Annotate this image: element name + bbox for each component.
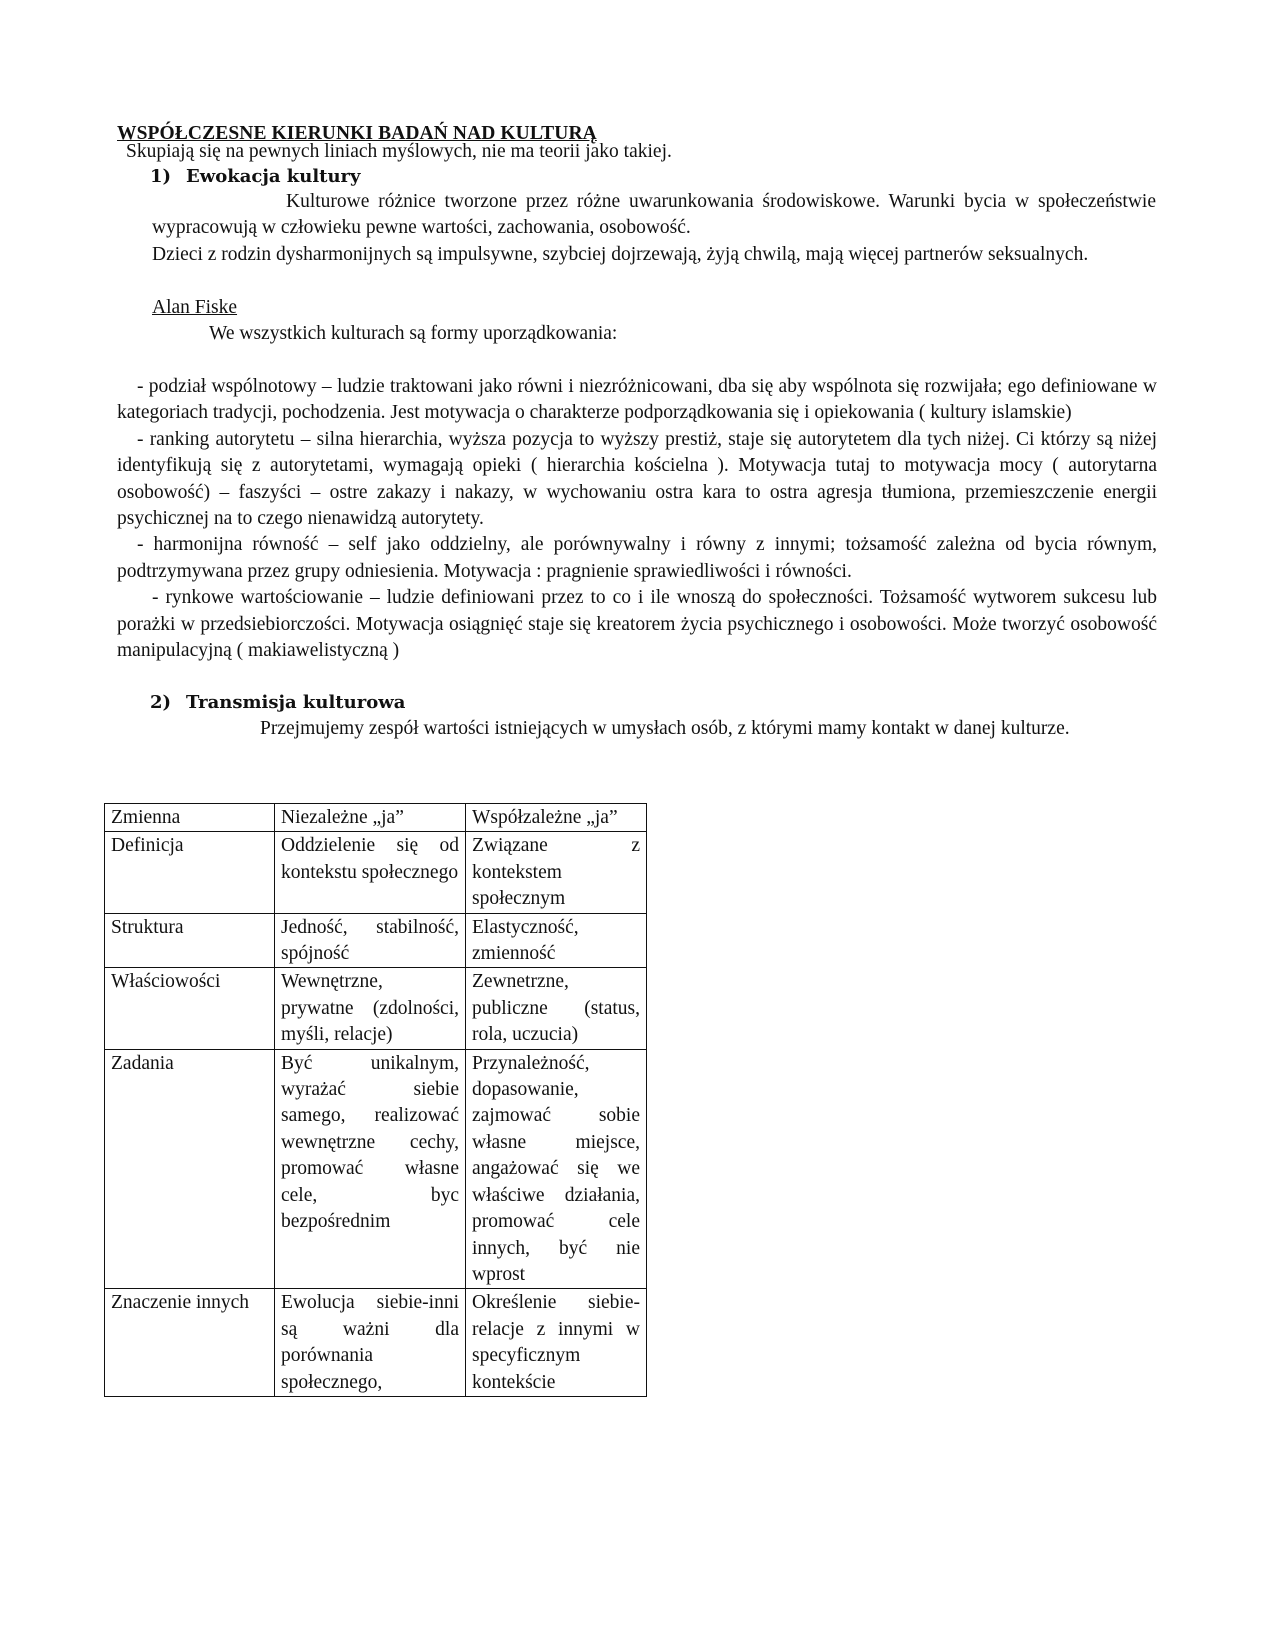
intro-paragraph	[126, 139, 1166, 165]
list-item: - harmonijna równość – self jako oddzielny, ale porównywalny i równy z innymi; tożsamość zależna od bycia równym, podtrzymywana przez grupy odniesienia. Motywacja : pragnienie sprawiedliwości i równości.	[117, 534, 1157, 582]
table-cell: Ewolucja siebie-inni są ważni dla porównania społecznego,	[275, 1289, 466, 1397]
table-cell: Przynależność, dopasowanie, zajmować sobie własne miejsce, angażować się we właściwe działania, promować cele innych, być nie wprost	[466, 1049, 647, 1289]
list-item: - podział wspólnotowy – ludzie traktowani jako równi i niezróżnicowani, dba się aby wspólnota się rozwijała; ego definiowane w kategoriach tradycji, pochodzenia. Jest motywacja o charakterze podporządkowania się i opiekowania ( kultury islamskie)	[117, 376, 1157, 424]
table-cell: Jedność, stabilność, spójność	[275, 913, 466, 968]
section-1-heading	[150, 164, 1150, 190]
table-cell: Znaczenie innych	[105, 1289, 275, 1397]
document-title: WSPÓŁCZESNE KIERUNKI BADAŃ NAD KULTURĄ	[117, 123, 597, 144]
table-cell: Struktura	[105, 913, 275, 968]
section-1-paragraph-1: Kulturowe różnice tworzone przez różne uwarunkowania środowiskowe. Warunki bycia w społeczeństwie wypracowują w człowieku pewne wartości, zachowania, osobowość.	[152, 191, 1156, 239]
list-item: - rynkowe wartościowanie – ludzie definiowani przez to co i ile wnoszą do społeczności. Tożsamość wytworem sukcesu lub porażki w przedsiebiorczości. Motywacja osiągnięć staje się kreatorem życia psychicznego i osobowości. Może tworzyć osobowość manipulacyjną ( makiawelistyczną )	[117, 587, 1157, 662]
table-row	[105, 913, 647, 968]
table-row	[105, 832, 647, 913]
table-cell: Oddzielenie się od kontekstu społecznego	[275, 832, 466, 913]
table-cell: Zewnetrzne, publiczne (status, rola, uczucia)	[466, 968, 647, 1049]
section-1-number: 1)	[150, 166, 172, 187]
table-header-row	[105, 804, 647, 832]
table-row	[105, 1289, 647, 1397]
table-cell: Definicja	[105, 832, 275, 913]
table-header-cell: Zmienna	[105, 804, 275, 832]
section-1-title: Ewokacja kultury	[186, 166, 361, 187]
table-row	[105, 1049, 647, 1289]
author-name: Alan Fiske	[152, 296, 238, 318]
table-cell: Wewnętrzne, prywatne (zdolności, myśli, relacje)	[275, 968, 466, 1049]
forms-lead: We wszystkich kulturach są formy uporządkowania:	[209, 323, 618, 345]
table-cell: Związane z kontekstem społecznym	[466, 832, 647, 913]
table-row	[105, 968, 647, 1049]
section-2-title: Transmisja kulturowa	[186, 692, 406, 713]
intro-text: Skupiają się na pewnych liniach myślowych, nie ma teorii jako takiej.	[126, 141, 672, 162]
table-header-cell: Niezależne „ja”	[275, 804, 466, 832]
section-1-paragraph-2: Dzieci z rodzin dysharmonijnych są impulsywne, szybciej dojrzewają, żyją chwilą, mają więcej partnerów seksualnych.	[152, 243, 1089, 265]
self-comparison-table	[104, 803, 647, 1397]
section-2-body	[117, 716, 1157, 742]
section-1-body	[152, 189, 1156, 347]
table-cell: Właściowości	[105, 968, 275, 1049]
table-cell: Określenie siebie-relacje z innymi w specyficznym kontekście	[466, 1289, 647, 1397]
list-item: - ranking autorytetu – silna hierarchia, wyższa pozycja to wyższy prestiż, staje się autorytetem dla tych niżej. Ci którzy są niżej identyfikują się z autorytetami, wymagają opieki ( hierarchia kościelna ). Motywacja tutaj to motywacja mocy ( autorytarna osobowość) – faszyści – ostre zakazy i nakazy, w wychowaniu ostra kara to ostra agresja tłumiona, przemieszczenie energii psychicznej na to czego nienawidzą autorytety.	[117, 428, 1157, 530]
table-cell: Być unikalnym, wyrażać siebie samego, realizować wewnętrzne cechy, promować własne cele, byc bezpośrednim	[275, 1049, 466, 1289]
forms-list	[117, 374, 1157, 664]
section-2-number: 2)	[150, 692, 172, 713]
table-cell: Elastyczność, zmienność	[466, 913, 647, 968]
section-2-heading	[150, 690, 1150, 716]
table-header-cell: Współzależne „ja”	[466, 804, 647, 832]
section-2-paragraph-1: Przejmujemy zespół wartości istniejących w umysłach osób, z którymi mamy kontakt w danej kulturze.	[260, 718, 1070, 739]
table-cell: Zadania	[105, 1049, 275, 1289]
